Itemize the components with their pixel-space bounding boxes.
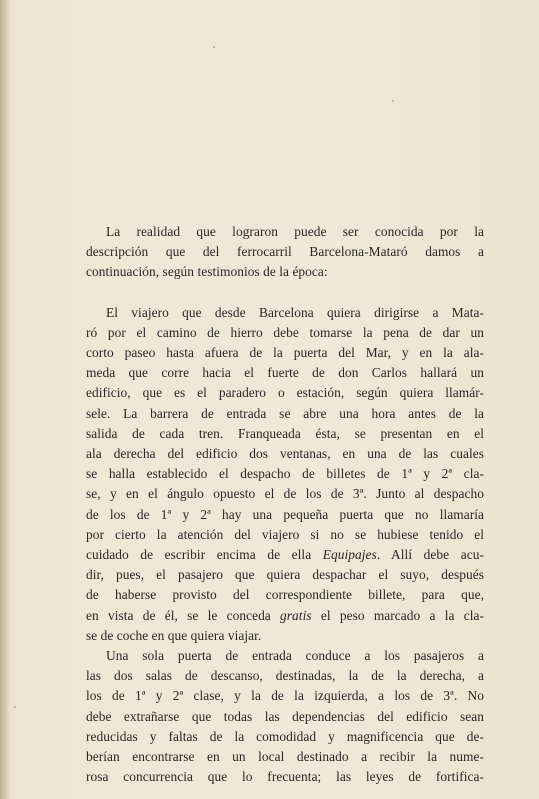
text-line: salida de cada tren. Franqueada ésta, se presentan en el bbox=[86, 425, 484, 441]
emphasis-word: Equipajes bbox=[322, 547, 377, 563]
text-line: las dos salas de descanso, destinadas, la de la derecha, a bbox=[86, 668, 484, 684]
text-line: por cierto la atención del viajero si no se hubiese tenido el bbox=[86, 526, 484, 542]
text-line: meda que corre hacia el fuerte de don Carlos hallará un bbox=[86, 365, 484, 381]
body-text bbox=[86, 222, 484, 787]
text-line: los de 1ª y 2ª clase, y la de la izquierda, a los de 3ª. No bbox=[86, 688, 484, 704]
text-line: de los de 1ª y 2ª hay una pequeña puerta que no llamaría bbox=[86, 506, 484, 522]
text-line: rosa concurrencia que lo frecuenta; las leyes de fortifica- bbox=[86, 769, 484, 785]
text-line: corto paseo hasta afuera de la puerta del Mar, y en la ala- bbox=[86, 345, 484, 361]
text-line: dir, pues, el pasajero que quiera despachar el suyo, después bbox=[86, 567, 484, 583]
text-line: se, y en el ángulo opuesto el de los de 3ª. Junto al despacho bbox=[86, 486, 484, 502]
text-line: sele. La barrera de entrada se abre una hora antes de la bbox=[86, 405, 484, 421]
paper-speck bbox=[14, 706, 16, 708]
text-line: descripción que del ferrocarril Barcelona-Mataró damos a bbox=[86, 244, 484, 260]
text-line: edificio, que es el paradero o estación, según quiera llamár- bbox=[86, 385, 484, 401]
paper-speck bbox=[392, 100, 394, 102]
text-line: en vista de él, se le conceda gratis el peso marcado a la cla- bbox=[86, 607, 484, 623]
text-line: se de coche en que quiera viajar. bbox=[86, 627, 262, 643]
text-line: debe extrañarse que todas las dependencias del edificio sean bbox=[86, 708, 484, 724]
emphasis-word: gratis bbox=[280, 607, 312, 623]
text-line: Una sola puerta de entrada conduce a los pasajeros a bbox=[106, 648, 484, 664]
page-spine-shadow bbox=[0, 0, 10, 799]
text-line: ró por el camino de hierro debe tomarse la pena de dar un bbox=[86, 324, 484, 340]
paper-speck bbox=[213, 46, 215, 48]
text-line: de haberse provisto del correspondiente billete, para que, bbox=[86, 587, 484, 603]
text-line: continuación, según testimonios de la época: bbox=[86, 264, 328, 280]
text-line: El viajero que desde Barcelona quiera dirigirse a Mata- bbox=[106, 304, 484, 320]
text-line: se halla establecido el despacho de billetes de 1ª y 2ª cla- bbox=[86, 466, 484, 482]
text-line: reducidas y faltas de la comodidad y magnificencia que de- bbox=[86, 728, 484, 744]
text-line: berían encontrarse en un local destinado a recibir la nume- bbox=[86, 749, 484, 765]
text-line: La realidad que lograron puede ser conocida por la bbox=[106, 224, 484, 239]
text-line: cuidado de escribir encima de ella Equipajes. Allí debe acu- bbox=[86, 547, 484, 563]
text-line: ala derecha del edificio dos ventanas, en una de las cuales bbox=[86, 446, 484, 462]
